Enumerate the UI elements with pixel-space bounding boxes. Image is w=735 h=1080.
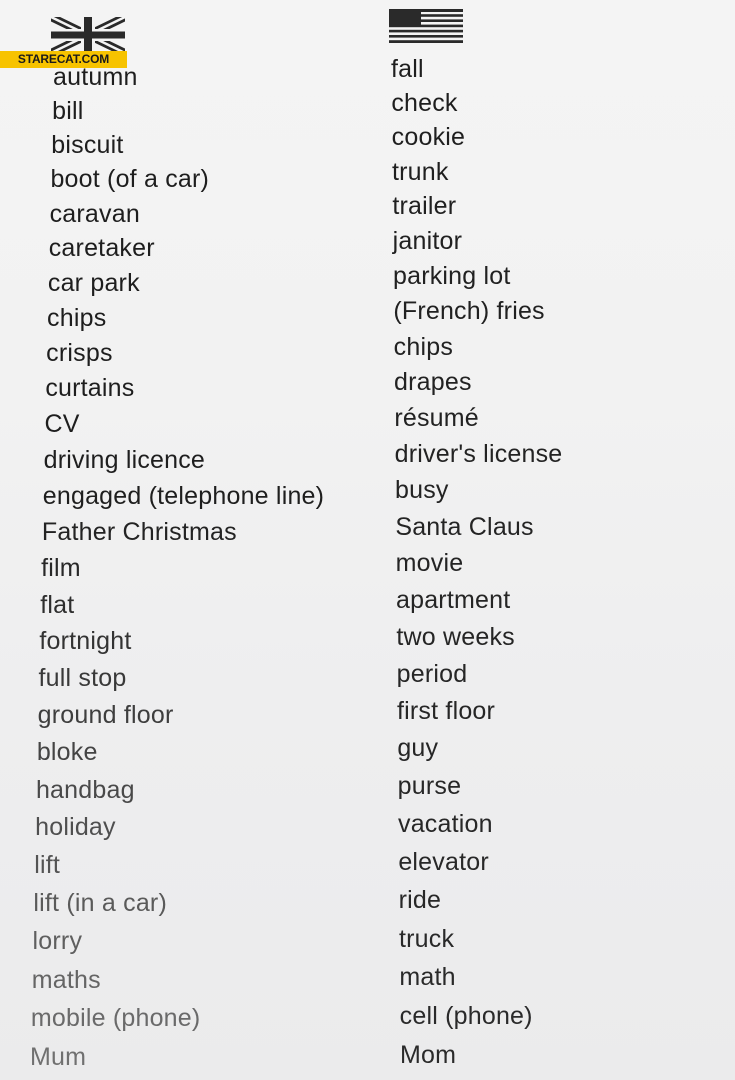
us-word: period bbox=[396, 659, 468, 688]
us-word: trailer bbox=[392, 192, 457, 221]
uk-word: boot (of a car) bbox=[50, 165, 210, 194]
us-word: cookie bbox=[391, 123, 466, 152]
uk-word: ground floor bbox=[37, 701, 174, 730]
uk-word: driving licence bbox=[43, 445, 206, 474]
uk-word: lorry bbox=[32, 927, 83, 956]
uk-word: caravan bbox=[49, 199, 140, 228]
uk-word: bloke bbox=[36, 738, 98, 767]
us-word: purse bbox=[397, 772, 462, 801]
uk-word: autumn bbox=[53, 63, 138, 91]
uk-word: chips bbox=[47, 303, 107, 332]
us-flag-icon bbox=[389, 9, 463, 43]
us-word: trunk bbox=[392, 157, 449, 186]
us-word: janitor bbox=[392, 227, 463, 256]
uk-word: mobile (phone) bbox=[30, 1004, 201, 1033]
us-word: vacation bbox=[398, 809, 493, 838]
us-word: guy bbox=[397, 734, 439, 763]
uk-word: car park bbox=[47, 268, 140, 297]
us-word: cell (phone) bbox=[399, 1002, 533, 1031]
uk-word: biscuit bbox=[51, 130, 124, 159]
uk-word: flat bbox=[40, 590, 75, 619]
us-word: Santa Claus bbox=[395, 512, 534, 541]
us-word: drapes bbox=[394, 368, 472, 397]
uk-word: holiday bbox=[35, 813, 116, 842]
uk-word: maths bbox=[31, 965, 101, 994]
us-word: two weeks bbox=[396, 622, 515, 651]
uk-word: lift bbox=[34, 851, 61, 880]
us-word: driver's license bbox=[394, 440, 563, 469]
uk-word: film bbox=[41, 554, 81, 583]
watermark-label: STARECAT.COM bbox=[0, 51, 127, 68]
us-word: résumé bbox=[394, 404, 479, 433]
uk-word: handbag bbox=[35, 775, 135, 804]
us-word: movie bbox=[395, 549, 464, 578]
uk-flag-icon bbox=[51, 17, 125, 53]
uk-word: fortnight bbox=[39, 627, 132, 656]
us-word: chips bbox=[393, 332, 454, 361]
uk-word: full stop bbox=[38, 664, 127, 693]
uk-word: curtains bbox=[45, 374, 135, 403]
uk-word: engaged (telephone line) bbox=[42, 481, 325, 510]
us-word: (French) fries bbox=[393, 297, 545, 326]
uk-word: bill bbox=[52, 96, 84, 125]
us-word: first floor bbox=[397, 696, 496, 725]
us-word: math bbox=[399, 963, 456, 992]
us-word: ride bbox=[398, 886, 442, 915]
uk-word: lift (in a car) bbox=[33, 889, 167, 918]
uk-word: CV bbox=[44, 409, 80, 438]
us-word: apartment bbox=[396, 585, 511, 614]
us-word: fall bbox=[391, 55, 424, 83]
uk-word: Mum bbox=[30, 1043, 87, 1071]
us-word: check bbox=[391, 89, 458, 118]
uk-word: crisps bbox=[46, 339, 113, 368]
us-word: elevator bbox=[398, 847, 489, 876]
us-word: Mom bbox=[400, 1041, 457, 1069]
us-word: truck bbox=[399, 924, 455, 953]
us-word: parking lot bbox=[393, 262, 511, 291]
us-word: busy bbox=[395, 476, 449, 505]
uk-word: Father Christmas bbox=[41, 517, 237, 546]
uk-word: caretaker bbox=[48, 234, 155, 263]
